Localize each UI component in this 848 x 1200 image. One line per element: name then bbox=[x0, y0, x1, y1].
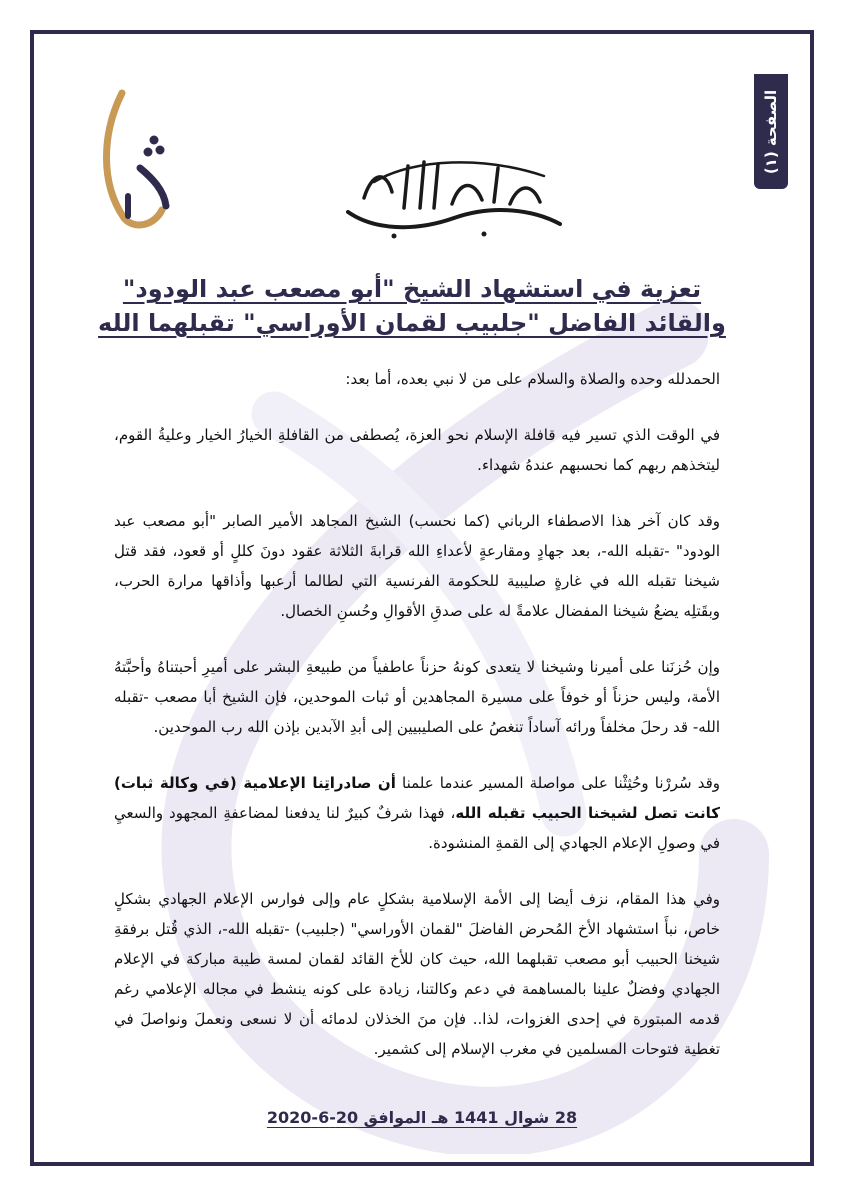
paragraph-publications-end: ، فهذا شرفٌ كبيرٌ لنا يدفعنا لمضاعفةِ المجهود والسعيِ في وصولِ الإعلام الجهادي إلى القمةِ المنشودة. bbox=[114, 804, 720, 852]
page-number-tab bbox=[754, 74, 788, 189]
document-body bbox=[114, 364, 720, 1090]
paragraph-publications-bold: أن صادراتِنا الإعلامية (في وكالة ثبات) كانت تصل لشيخنا الحبيب تقبله الله bbox=[114, 774, 720, 822]
paragraph-grief: وإن حُزنَنا على أميرنا وشيخنا لا يتعدى كونهُ حزناً عاطفياً من طبيعةِ البشر على أميرِ أحبتناهُ وأحبَّتهُ الأمة، وليس حزناً أو خوفاً على مسيرة المجاهدين أو ثبات الموحدين، فإن الشيخ أبا مصعب -تقبله الله- قد رحلَ مخلفاً ورائه آساداً تنغصُ على الصليبيين إلى أبدِ الآبدين بإذن الله رب الموحدين. bbox=[114, 658, 720, 736]
document-date: 28 شوال 1441 هـ الموافق 20-6-2020 bbox=[266, 1108, 578, 1127]
thabat-logo-icon bbox=[92, 78, 182, 238]
paragraph-caravan: في الوقت الذي تسير فيه قافلة الإسلام نحو العزة، يُصطفى من القافلةِ الخيارُ الخيار وعليةُ القوم، ليتخذهم ربهم كما نحسبهم عندهُ شهداء. bbox=[114, 426, 720, 474]
paragraph-publications-start: وقد سُررْنا وحُثِثْنا على مواصلة المسير عندما علمنا bbox=[395, 774, 721, 792]
title-line-1: تعزية في استشهاد الشيخ "أبو مصعب عبد الودود" bbox=[122, 275, 702, 303]
page-title bbox=[94, 272, 730, 340]
page-number-label: الصفحة (١) bbox=[762, 89, 781, 174]
paragraph-luqman: وفي هذا المقام، نزف أيضا إلى الأمة الإسلامية بشكلٍ عام وإلى فوارس الإعلام الجهادي بشكلٍ خاص، نبأَ استشهاد الأخ المُحرض الفاضلَ "لقمان الأوراسي" (جلبيب) -تقبله الله-، الذي قُتل برفقةِ شيخنا الحبيب أبو مصعب تقبلهما الله، حيث كان للأخ القائد لقمان لمسة طيبة مباركة في الإعلام الجهادي وفضلٌ علينا بالمساهمة في دعم وكالتنا، زيادة على كونه ينشط في مجاله الإعلامي رغم قدمه المبتورة في إحدى الغزوات، لذا.. فإن منَ الخذلان لدمائه أن لا نسعى ونعملَ ونواصلَ في تغطية فتوحات المسلمين في مغرب الإسلام إلى كشمير. bbox=[114, 890, 720, 1058]
page-frame bbox=[30, 30, 814, 1166]
paragraph-greeting: الحمدلله وحده والصلاة والسلام على من لا نبي بعده، أما بعد: bbox=[345, 370, 720, 388]
basmala-calligraphy-icon bbox=[334, 152, 574, 244]
title-line-2: والقائد الفاضل "جلبيب لقمان الأوراسي" تقبلهما الله bbox=[98, 309, 726, 337]
paragraph-publications bbox=[114, 768, 720, 858]
paragraph-sheikh: وقد كان آخر هذا الاصطفاء الرباني (كما نحسب) الشيخ المجاهد الأمير الصابر "أبو مصعب عبد الودود" -تقبله الله-، بعد جهادٍ ومقارعةٍ لأعداءِ الله قرابةَ الثلاثة عقود دونَ كللٍ أو قعود، فقد قتل شيخنا تقبله الله في غارةٍ صليبية للحكومة الفرنسية التي لطالما أرعبها وأذاقها مرارة الحرب، وبقَتلِه يضعُ شيخنا المفضال علامةً له على صدقِ الأقوالِ وحُسنِ الخصال. bbox=[114, 512, 720, 620]
brand-logo bbox=[92, 78, 182, 238]
